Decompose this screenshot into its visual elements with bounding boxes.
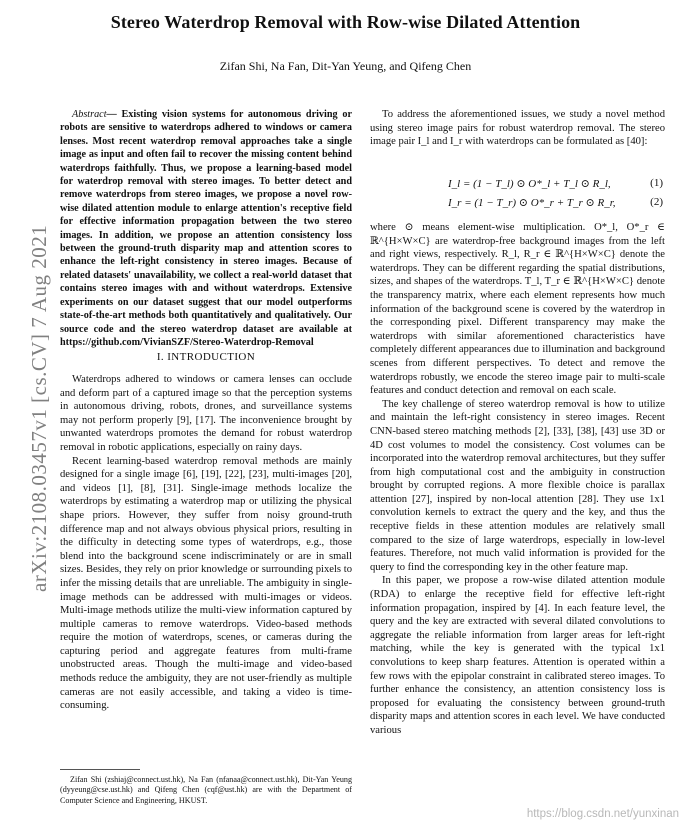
equation-1-number: (1)	[650, 177, 663, 189]
arxiv-identifier: arXiv:2108.03457v1 [cs.CV] 7 Aug 2021	[27, 224, 51, 592]
intro-paragraph-1: Waterdrops adhered to windows or camera lenses can occlude and deform part of a captured image so that the perception systems in autonomous driving, robots, drones, and surveillance systems may not perform properly [9], [17]. The inconvenience brought by unwanted waterdrops promotes the demand for robust waterdrop removal in robotic applications, especially on rainy days.	[60, 374, 352, 453]
abstract	[60, 108, 352, 349]
csdn-watermark: https://blog.csdn.net/yunxinan	[526, 808, 679, 820]
paper-authors: Zifan Shi, Na Fan, Dit-Yan Yeung, and Qifeng Chen	[219, 59, 472, 73]
equation-2-number: (2)	[650, 196, 663, 208]
paper-title: Stereo Waterdrop Removal with Row-wise Dilated Attention	[110, 12, 581, 32]
section-heading-introduction: I. INTRODUCTION	[156, 351, 256, 363]
right-intro	[370, 108, 665, 149]
footnote-rule	[60, 769, 140, 770]
equation-2-body: I_r = (1 − T_r) ⊙ O*_r + T_r ⊙ R_r,	[448, 197, 616, 209]
right-paragraph-2: The key challenge of stereo waterdrop removal is how to utilize and maintain the left-right consistency in stereo images. Recent CNN-based stereo matching methods [2], [33], [38], [43] use 3D or 4D cost volumes to model the consistency. Cost volumes can be incorporated into the waterdrop removal architectures, but they suffer from high computational cost and the ambiguity in construction brought by corrupted regions. A more flexible choice is parallax attention [27], inspired by non-local attention [28]. They use 1x1 convolution kernels to extract the query and the key, and thus the receptive fields in these attention modules are relatively small compared to the size of large waterdrops, especially in low-level features. Therefore, not much valid information is provided for the query to find the corresponding key in the other feature map.	[370, 398, 665, 573]
right-paragraph-1: where ⊙ means element-wise multiplication. O*_l, O*_r ∈ ℝ^{H×W×C} are waterdrop-free background images from the left and right views, respectively. R_l, R_r ∈ ℝ^{H×W×C} denote the waterdrops. They can be different regarding the spatial distributions, sizes, and shapes of the waterdrops. T_l, T_r ∈ ℝ^{H×W×C} denote the transparency matrix, where each element represents how much information of the background scene is covered by the waterdrop in the corresponding pixel. Different transparency may make the waterdrops with similar aforementioned characteristics have completely different appearances due to illumination and background scenes from different perspectives. To detect and remove the waterdrops robustly, we encode the stereo image pair to multi-scale features and conduct detection and removal on each scale.	[370, 222, 665, 397]
left-column-body	[60, 373, 352, 713]
right-intro-paragraph: To address the aforementioned issues, we study a novel method using stereo image pairs for robust waterdrop removal. The stereo image pair I_l and I_r with waterdrops can be formulated as [40]:	[370, 109, 665, 148]
abstract-text: — Existing vision systems for autonomous driving or robots are sensitive to waterdrops adhered to windows or camera lenses. Most recent waterdrop removal approaches take a single image as input and often fail to recover the missing content behind waterdrops faithfully. Thus, we propose a learning-based model for waterdrop removal with stereo images. To better detect and remove waterdrops from stereo images, we propose a novel row-wise dilated attention module to enlarge attention's receptive field for effective information propagation between the two stereo images. In addition, we propose an attention consistency loss between the ground-truth disparity map and attention scores to enhance the left-right consistency in stereo images. Because of related datasets' unavailability, we collect a real-world dataset that contains stereo images with and without waterdrops. Extensive experiments on our dataset suggest that our model outperforms state-of-the-art methods both quantitatively and qualitatively. Our source code and the stereo waterdrop dataset are available at https://github.com/VivianSZF/Stereo-Waterdrop-Removal	[60, 109, 352, 348]
right-column-body	[370, 221, 665, 738]
right-paragraph-3: In this paper, we propose a row-wise dilated attention module (RDA) to enlarge the receptive field for effective left-right information propagation, inspired by [4]. In each feature level, the query and the key are extracted with several dilated convolutions to aggregate the reliable information from larger areas for left-right matching, while the key is generated with the typical 1x1 convolutions to keep sharp features. Attention is operated within a few rows with the epipolar constraint in calibrated stereo images. To further enhance the consistency, an attention consistency loss is proposed for evaluating the consistency between ground-truth disparity maps and attention scores in each level. We have conducted various	[370, 575, 665, 736]
footnote: Zifan Shi (zshiaj@connect.ust.hk), Na Fan (nfanaa@connect.ust.hk), Dit-Yan Yeung (dyyeung@cse.ust.hk) and Qifeng Chen (cqf@ust.hk) are with the Department of Computer Science and Engineering, HKUST.	[60, 775, 352, 805]
intro-paragraph-2: Recent learning-based waterdrop removal methods are mainly designed for a single image [6], [19], [22], [23], multi-images [20], and videos [1], [8], [31]. Single-image methods localize the waterdrops by estimating a waterdrop map or utilizing the physical shape priors. However, they suffer from noisy ground-truth difference map and not always obvious physical priors, resulting in the difficulty in detecting some types of waterdrops, e.g., those blend into the background scene indiscriminately or are in small sizes. Besides, they rely on prior knowledge or surrounding pixels to infer the missing details that are unreliable. The ambiguity in single-image methods can be addressed with multi-images or videos. Multi-image methods utilize the multi-view information captured by multiple cameras to remove waterdrops. Video-based methods require the motion of waterdrops, scenes, or cameras during the capturing period and aggregate features from multi-frame unobstructed areas. Though the multi-image and video-based methods reduce the ambiguity, they are not user-friendly as multiple cameras are not easily accessible, and taking a video is time-consuming.	[60, 455, 352, 712]
abstract-label: Abstract	[72, 109, 107, 120]
equation-1-body: I_l = (1 − T_l) ⊙ O*_l + T_l ⊙ R_l,	[448, 178, 611, 190]
